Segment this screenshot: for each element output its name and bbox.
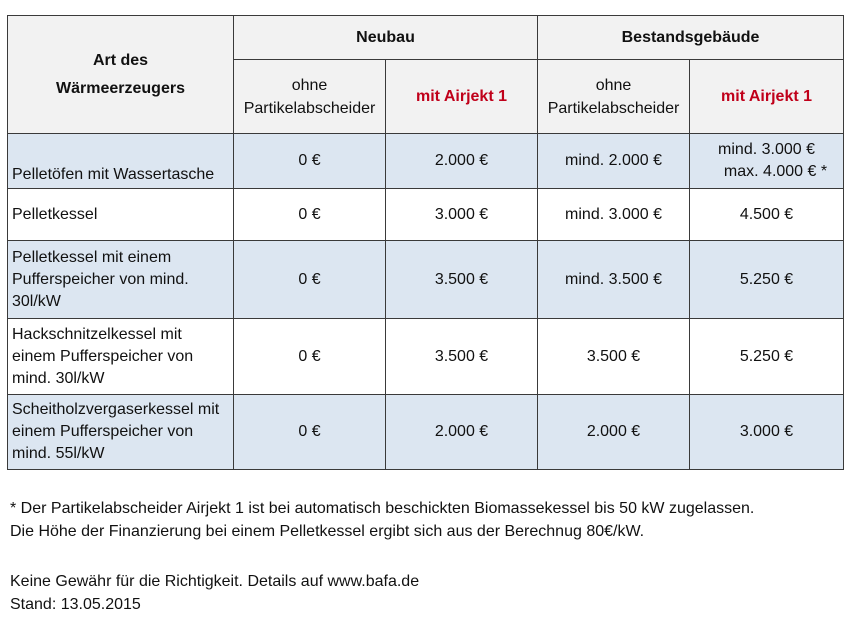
disclaimer-block <box>10 570 419 616</box>
bestand-ohne-header: ohne Partikelabscheider <box>538 60 690 134</box>
bestand-mit-header: mit Airjekt 1 <box>690 60 844 134</box>
cell-bestand-ohne: mind. 3.500 € <box>538 241 690 319</box>
row-label: Pelletkessel mit einem Pufferspeicher von mind. 30l/kW <box>8 241 234 319</box>
cell-bestand-mit-max: max. 4.000 € * <box>723 163 828 180</box>
row-label: Scheitholzvergaserkessel mit einem Pufferspeicher von mind. 55l/kW <box>8 395 234 470</box>
subsidy-table <box>7 15 844 470</box>
cell-bestand-mit-min: mind. 3.000 € <box>718 141 815 158</box>
cell-neubau-mit: 2.000 € <box>386 395 538 470</box>
group-neubau-header: Neubau <box>234 16 538 60</box>
cell-bestand-ohne: mind. 2.000 € <box>538 134 690 189</box>
row-label: Pelletkessel <box>8 189 234 241</box>
table-row <box>8 241 844 319</box>
row-label-header <box>8 16 234 134</box>
row-label-text: Pelletöfen mit Wassertasche <box>12 166 215 183</box>
group-bestand-header: Bestandsgebäude <box>538 16 844 60</box>
footnote-airjekt: * Der Partikelabscheider Airjekt 1 ist bei automatisch beschickten Biomassekessel bis 50 kW zugelassen. <box>10 500 755 517</box>
table-row <box>8 395 844 470</box>
cell-bestand-ohne: mind. 3.000 € <box>538 189 690 241</box>
date-stamp: Stand: 13.05.2015 <box>10 596 141 613</box>
cell-bestand-mit: 4.500 € <box>690 189 844 241</box>
cell-neubau-ohne: 0 € <box>234 241 386 319</box>
disclaimer: Keine Gewähr für die Richtigkeit. Details auf www.bafa.de <box>10 573 420 590</box>
cell-bestand-mit: 5.250 € <box>690 319 844 395</box>
cell-bestand-mit: 3.000 € <box>690 395 844 470</box>
cell-neubau-ohne: 0 € <box>234 319 386 395</box>
cell-neubau-ohne: 0 € <box>234 189 386 241</box>
row-label: Hackschnitzelkessel mit einem Pufferspeicher von mind. 30l/kW <box>8 319 234 395</box>
table-row <box>8 189 844 241</box>
table-row <box>8 319 844 395</box>
cell-bestand-mit: 5.250 € <box>690 241 844 319</box>
cell-neubau-ohne: 0 € <box>234 134 386 189</box>
row-label <box>8 134 234 189</box>
table-row <box>8 134 844 189</box>
cell-neubau-mit: 3.500 € <box>386 241 538 319</box>
footnotes <box>10 497 754 543</box>
cell-neubau-ohne: 0 € <box>234 395 386 470</box>
cell-neubau-mit: 2.000 € <box>386 134 538 189</box>
cell-neubau-mit: 3.500 € <box>386 319 538 395</box>
cell-bestand-ohne: 2.000 € <box>538 395 690 470</box>
footnote-financing: Die Höhe der Finanzierung bei einem Pelletkessel ergibt sich aus der Berechnug 80€/kW. <box>10 523 645 540</box>
neubau-ohne-header: ohne Partikelabscheider <box>234 60 386 134</box>
cell-bestand-ohne: 3.500 € <box>538 319 690 395</box>
cell-neubau-mit: 3.000 € <box>386 189 538 241</box>
row-label-header-text: Art des Wärmeerzeugers <box>56 51 185 97</box>
neubau-mit-header: mit Airjekt 1 <box>386 60 538 134</box>
cell-bestand-mit <box>690 134 844 189</box>
